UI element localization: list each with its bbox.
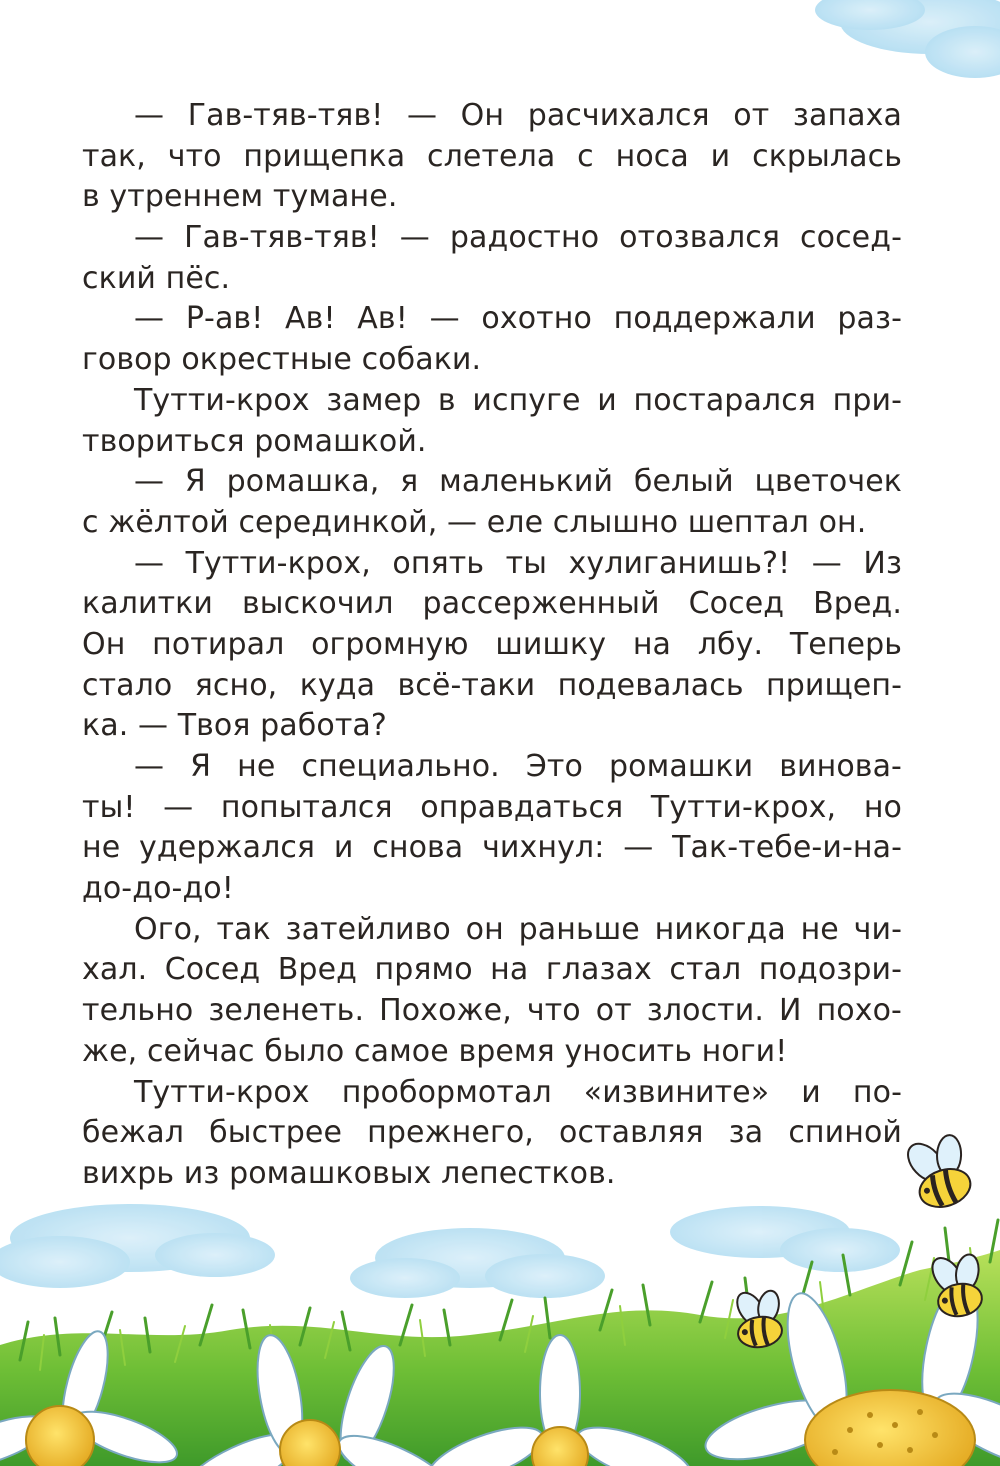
cloud-icon (670, 1206, 900, 1272)
text-line: Тутти-крох пробормотал «извините» и по- (134, 1074, 902, 1110)
text-line: так, что прищепка слетела с носа и скрылась (82, 138, 902, 174)
text-line: — Я ромашка, я маленький белый цветочек (134, 464, 902, 500)
text-line: ты! — попытался оправдаться Тутти-крох, но (82, 789, 902, 825)
text-line: Он потирал огромную шишку на лбу. Теперь (82, 626, 902, 662)
text-line: Тутти-крох замер в испуге и постарался при- (134, 382, 902, 418)
text-line: — Гав-тяв-тяв! — Он расчихался от запаха (134, 98, 902, 133)
text-line: калитки выскочил рассерженный Сосед Вред. (82, 586, 902, 622)
text-line: хал. Сосед Вред прямо на глазах стал подозри- (82, 952, 902, 988)
text-line: — Р-ав! Ав! Ав! — охотно поддержали раз- (134, 301, 902, 337)
text-line: не удержался и снова чихнул: — Так-тебе-и-на- (82, 830, 902, 866)
text-line: Ого, так затейливо он раньше никогда не чи- (134, 911, 902, 947)
text-line: бежал быстрее прежнего, оставляя за спиной (82, 1115, 902, 1151)
text-line: же, сейчас было самое время уносить ноги! (82, 1033, 788, 1069)
bee-icon (897, 1125, 981, 1215)
text-line: с жёлтой серединкой, — еле слышно шептал он. (82, 504, 867, 540)
cloud-icon (350, 1228, 605, 1298)
cloud-icon (815, 0, 1000, 78)
text-line: говор окрестные собаки. (82, 342, 482, 378)
text-line: вихрь из ромашковых лепестков. (82, 1155, 616, 1191)
text-line: до-до-до! (82, 871, 234, 907)
text-line: — Я не специально. Это ромашки винова- (134, 749, 902, 784)
text-line: — Гав-тяв-тяв! — радостно отозвался сосед- (134, 220, 902, 256)
text-line: ский пёс. (82, 260, 231, 296)
text-line: тельно зеленеть. Похоже, что от злости. И похо- (82, 993, 902, 1029)
cloud-icon (0, 1204, 275, 1288)
text-line: — Тутти-крох, опять ты хулиганишь?! — Из (134, 545, 902, 581)
text-line: стало ясно, куда всё-таки подевалась прищеп- (82, 667, 902, 703)
story-text (82, 96, 902, 1195)
text-line: ка. — Твоя работа? (82, 708, 387, 744)
text-line: твориться ромашкой. (82, 423, 427, 459)
text-line: в утреннем тумане. (82, 179, 398, 215)
